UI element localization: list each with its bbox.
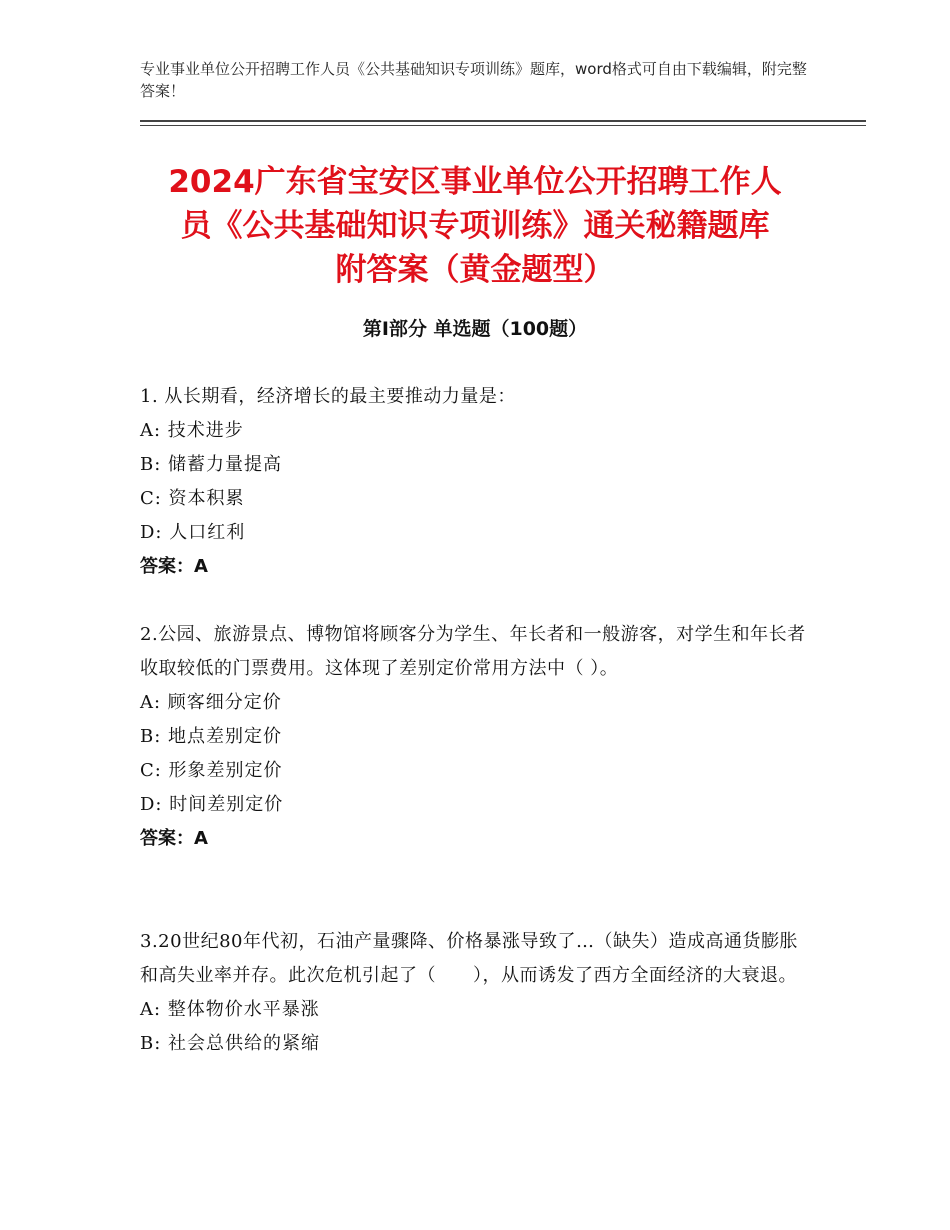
option-b: B: 地点差别定价 [140,726,283,747]
title-line: 附答案（黄金题型） [335,252,615,288]
answer-line: 答案：A [140,828,208,849]
header-divider-thick [140,120,866,122]
section-heading: 第I部分 单选题（100题） [362,318,588,340]
document-title [140,160,810,292]
option-a: A: 整体物价水平暴涨 [140,999,320,1020]
question-block [140,925,810,1061]
option-b: B: 储蓄力量提高 [140,454,283,475]
option-a: A: 技术进步 [140,420,244,441]
option-c: C: 形象差别定价 [140,760,283,781]
option-b: B: 社会总供给的紧缩 [140,1033,321,1054]
question-block [140,618,810,856]
option-d: D: 人口红利 [140,522,246,543]
question-stem: 3.20世纪80年代初，石油产量骤降、价格暴涨导致了…（缺失）造成高通货膨胀和高失业率并存。此次危机引起了（ ），从而诱发了西方全面经济的大衰退。 [140,931,798,986]
title-line: 员《公共基础知识专项训练》通关秘籍题库 [180,208,770,244]
option-a: A: 顾客细分定价 [140,692,282,713]
title-line: 2024广东省宝安区事业单位公开招聘工作人 [168,164,782,200]
answer-line: 答案：A [140,556,208,577]
header-divider-thin [140,125,866,126]
header-note: 专业事业单位公开招聘工作人员《公共基础知识专项训练》题库，word格式可自由下载编辑，附完整答案！ [140,60,807,100]
option-d: D: 时间差别定价 [140,794,284,815]
option-c: C: 资本积累 [140,488,245,509]
question-stem: 2.公园、旅游景点、博物馆将顾客分为学生、年长者和一般游客，对学生和年长者收取较低的门票费用。这体现了差别定价常用方法中（ ）。 [140,624,806,679]
question-block [140,380,810,584]
question-stem: 1. 从长期看，经济增长的最主要推动力量是： [140,386,516,407]
